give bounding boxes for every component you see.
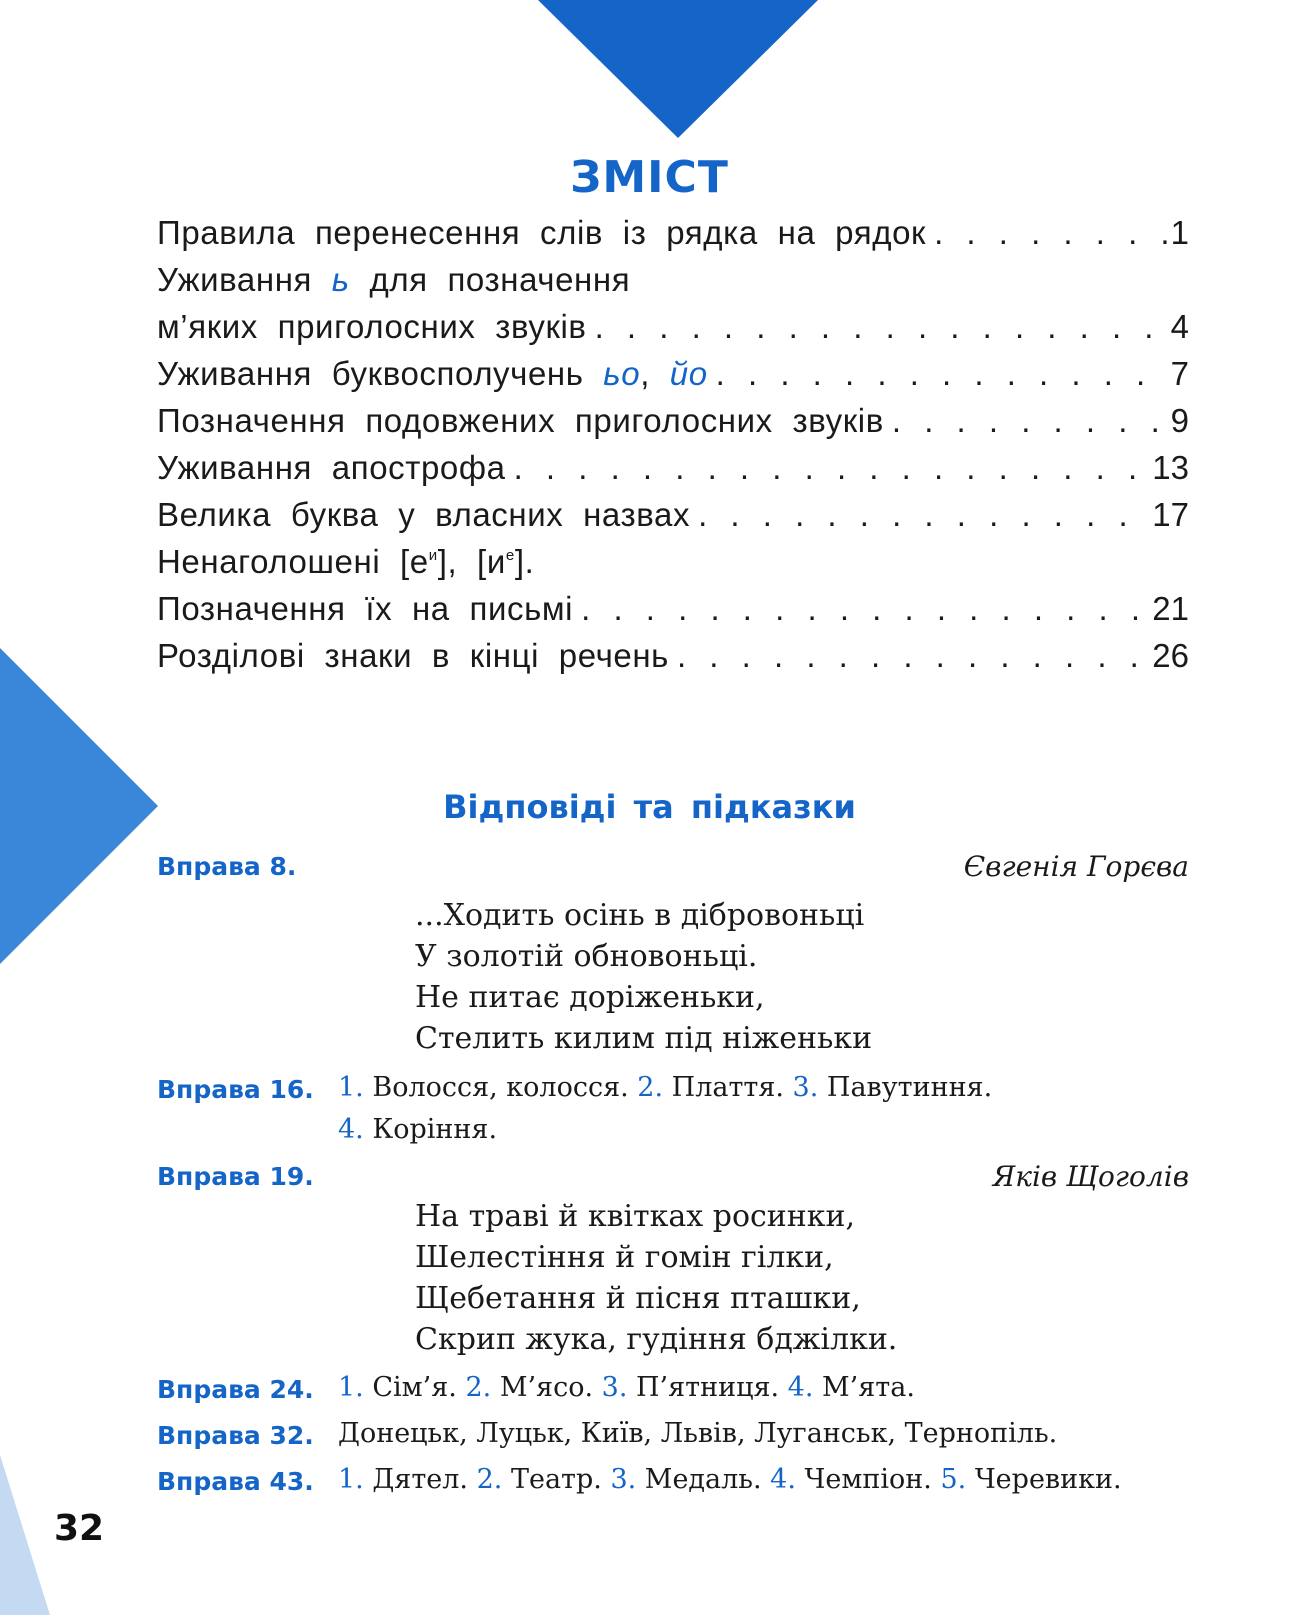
poem-line: Не питає доріженьки, [415,980,765,1015]
corner-triangle-decoration [0,1455,50,1615]
toc-entry-title: Розділові знаки в кінці речень [157,637,669,674]
exercise-8-label: Вправа 8. [157,852,297,881]
toc-entry[interactable] [157,350,1189,397]
toc-entry[interactable] [157,585,1189,632]
exercise-43-label: Вправа 43. [157,1467,314,1496]
toc-leader [573,585,1148,632]
exercise-24-answer: 1. Сім’я. 2. М’ясо. 3. П’ятниця. 4. М’ята. [338,1372,915,1403]
toc-leader [506,444,1149,491]
toc-entry-title: Позначення подовжених приголосних звуків [157,402,884,439]
toc-leader [926,209,1167,256]
toc-entry-page: 7 [1170,355,1189,392]
exercise-43-answer: 1. Дятел. 2. Театр. 3. Медаль. 4. Чемпіон. 5. Черевики. [338,1464,1122,1495]
exercise-19-label: Вправа 19. [157,1162,314,1191]
exercise-16-answer: 1. Волосся, колосся. 2. Плаття. 3. Павутиння. [338,1072,993,1103]
poem-line: На траві й квітках росинки, [415,1199,856,1234]
toc-entry-title: м’яких приголосних звуків [157,308,587,345]
exercise-16-answer-cont: 4. Коріння. [338,1114,498,1145]
toc-entry-title: Позначення їх на письмі [157,590,574,627]
answers-heading: Відповіді та підказки [443,788,856,826]
exercise-19-poem [415,1196,897,1360]
toc-entry-title: Велика буква у власних назвах [157,496,691,533]
toc-entry-page: 4 [1170,308,1189,345]
toc-leader [690,491,1148,538]
exercise-8-author: Євгенія Горєва [963,850,1189,883]
toc-entry[interactable] [157,209,1189,256]
toc-leader [708,350,1167,397]
toc-entry-page: 17 [1152,496,1189,533]
exercise-8-poem [415,895,872,1059]
toc-entry-page: 21 [1152,590,1189,627]
toc-entry-page: 13 [1152,449,1189,486]
exercise-19-author: Яків Щоголів [992,1160,1189,1193]
poem-line: Шелестіння й гомін гілки, [415,1240,834,1275]
toc-leader [669,632,1148,679]
poem-line: Щебетання й пісня пташки, [415,1281,861,1316]
exercise-32-answer: Донецьк, Луцьк, Київ, Львів, Луганськ, Тернопіль. [338,1418,1058,1449]
table-of-contents [157,209,1189,679]
page-title: ЗМІСТ [570,152,729,203]
highlight-letter: ьо [603,355,641,392]
exercise-24-label: Вправа 24. [157,1375,314,1404]
toc-entry-title: Уживання апострофа [157,449,506,486]
toc-entry-page: 26 [1152,637,1189,674]
poem-line: Стелить килим під ніженьки [415,1021,873,1056]
toc-entry-title: Ненаголошені $[е^и]$, $[и^е]$. [157,543,535,580]
top-triangle-decoration [538,0,818,138]
toc-entry-title: Правила перенесення слів із рядка на рядок [157,214,927,251]
poem-line: У золотій обновоньці. [415,939,758,974]
toc-entry[interactable] [157,256,1189,303]
toc-entry-page: 1 [1170,214,1189,251]
toc-entry[interactable] [157,491,1189,538]
poem-line: Скрип жука, гудіння бджілки. [415,1322,898,1357]
poem-line: ...Ходить осінь в дібровоньці [415,898,865,933]
highlight-letter: йо [669,355,708,392]
toc-leader [884,397,1167,444]
exercise-16-label: Вправа 16. [157,1075,314,1104]
toc-entry-title: Уживання ь для позначення [157,261,631,298]
highlight-letter: ь [331,261,350,298]
toc-entry[interactable] [157,397,1189,444]
toc-entry-title: Уживання буквосполучень ьо, йо [157,355,708,392]
toc-entry[interactable] [157,303,1189,350]
toc-entry-page: 9 [1170,402,1189,439]
exercise-32-label: Вправа 32. [157,1421,314,1450]
toc-entry[interactable] [157,444,1189,491]
toc-entry[interactable] [157,632,1189,679]
toc-entry[interactable] [157,538,1189,585]
page-number: 32 [54,1508,105,1549]
toc-leader [587,303,1167,350]
